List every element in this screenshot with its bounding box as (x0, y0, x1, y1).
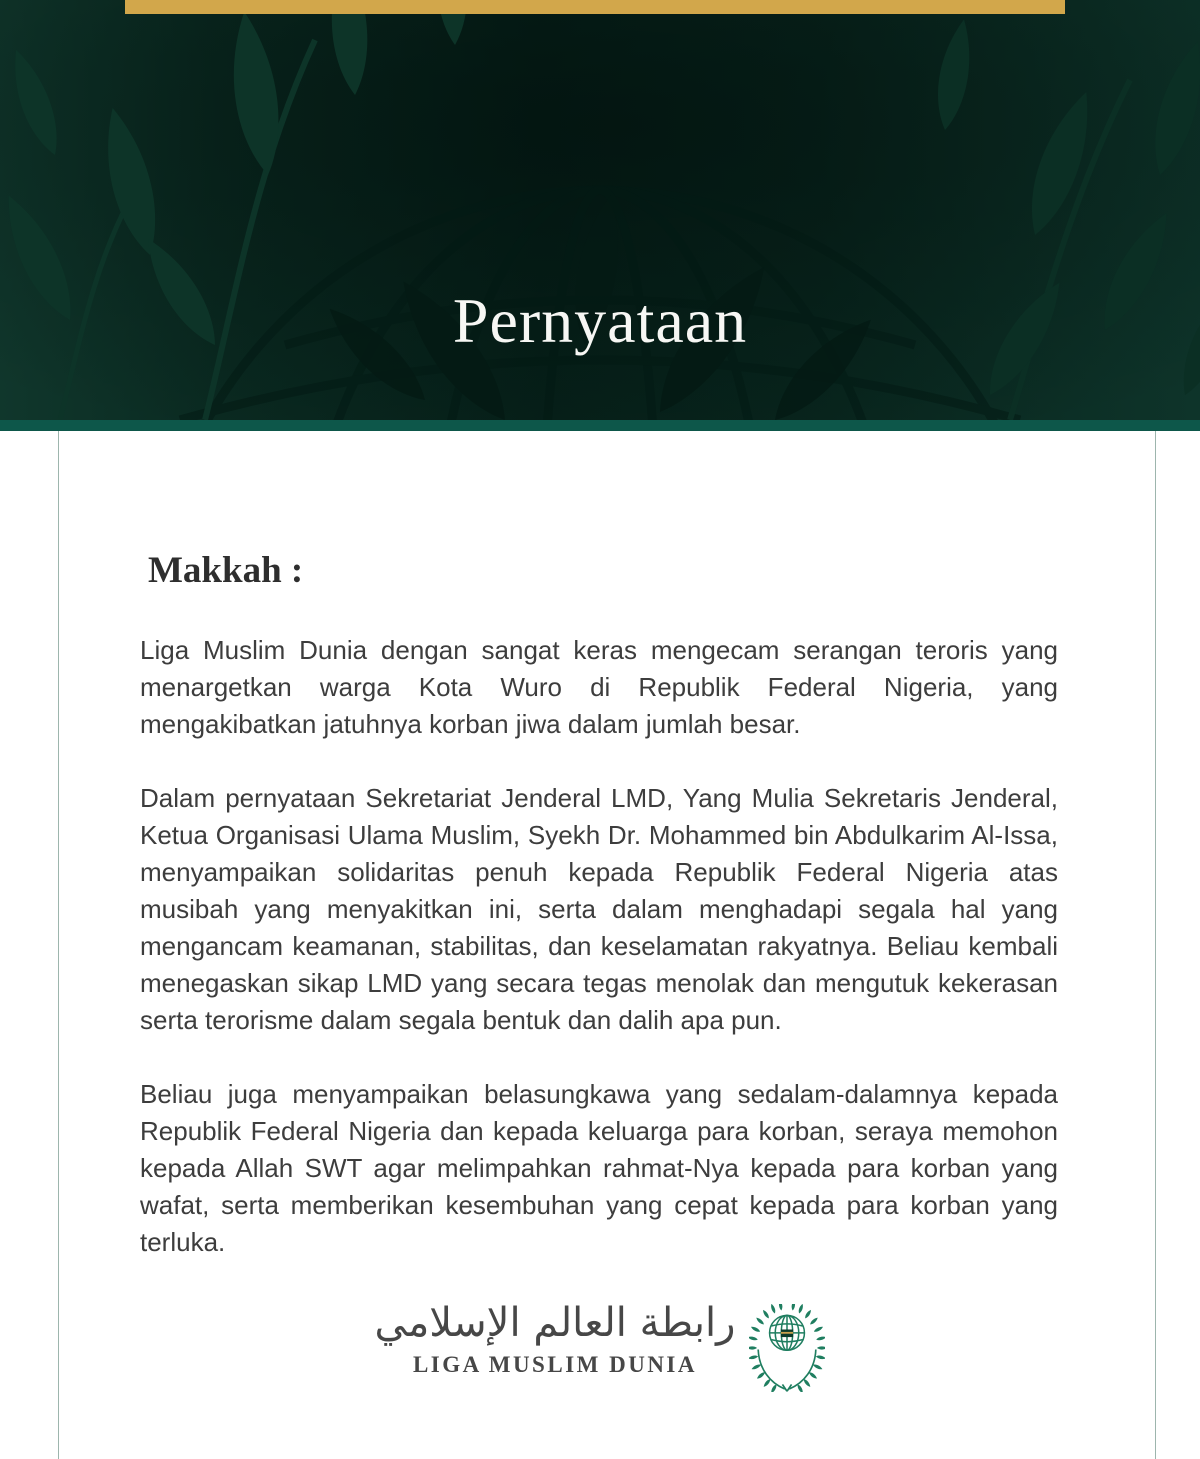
emblem-container (749, 1304, 825, 1397)
organization-logo (0, 1298, 1200, 1397)
statement-paragraph: Dalam pernyataan Sekretariat Jenderal LMD, Yang Mulia Sekretaris Jenderal, Ketua Organisasi Ulama Muslim, Syekh Dr. Mohammed bin Abdulkarim Al-Issa, menyampaikan solidaritas penuh kepada Republik Federal Nigeria atas musibah yang menyakitkan ini, serta dalam menghadapi segala hal yang mengancam keamanan, stabilitas, dan keselamatan rakyatnya. Beliau kembali menegaskan sikap LMD yang secara tegas menolak dan mengutuk kekerasan serta terorisme dalam segala bentuk dan dalih apa pun. (140, 783, 1058, 1035)
laurel-wreath-globe-icon (749, 1304, 825, 1392)
arabic-calligraphy-wordmark: رابطة العالم الإسلامي (374, 1300, 736, 1346)
page-title: Pernyataan (452, 285, 748, 356)
logo-wordmarks (375, 1298, 736, 1378)
statement-paragraph: Beliau juga menyampaikan belasungkawa yang sedalam-dalamnya kepada Republik Federal Nigeria dan kepada keluarga para korban, seraya memohon kepada Allah SWT agar melimpahkan rahmat-Nya kepada para korban yang wafat, serta memberikan kesembuhan yang cepat kepada para korban yang terluka. (140, 1079, 1058, 1257)
gold-accent-bar (125, 0, 1065, 14)
organization-name: LIGA MUSLIM DUNIA (412, 1352, 697, 1377)
location-heading: Makkah : (148, 550, 304, 591)
statement-header (0, 0, 1200, 420)
statement-paragraph: Liga Muslim Dunia dengan sangat keras mengecam serangan teroris yang menargetkan warga Kota Wuro di Republik Federal Nigeria, yang mengakibatkan jatuhnya korban jiwa dalam jumlah besar. (140, 635, 1058, 739)
statement-body (140, 431, 1058, 1298)
teal-divider-band (0, 420, 1200, 431)
